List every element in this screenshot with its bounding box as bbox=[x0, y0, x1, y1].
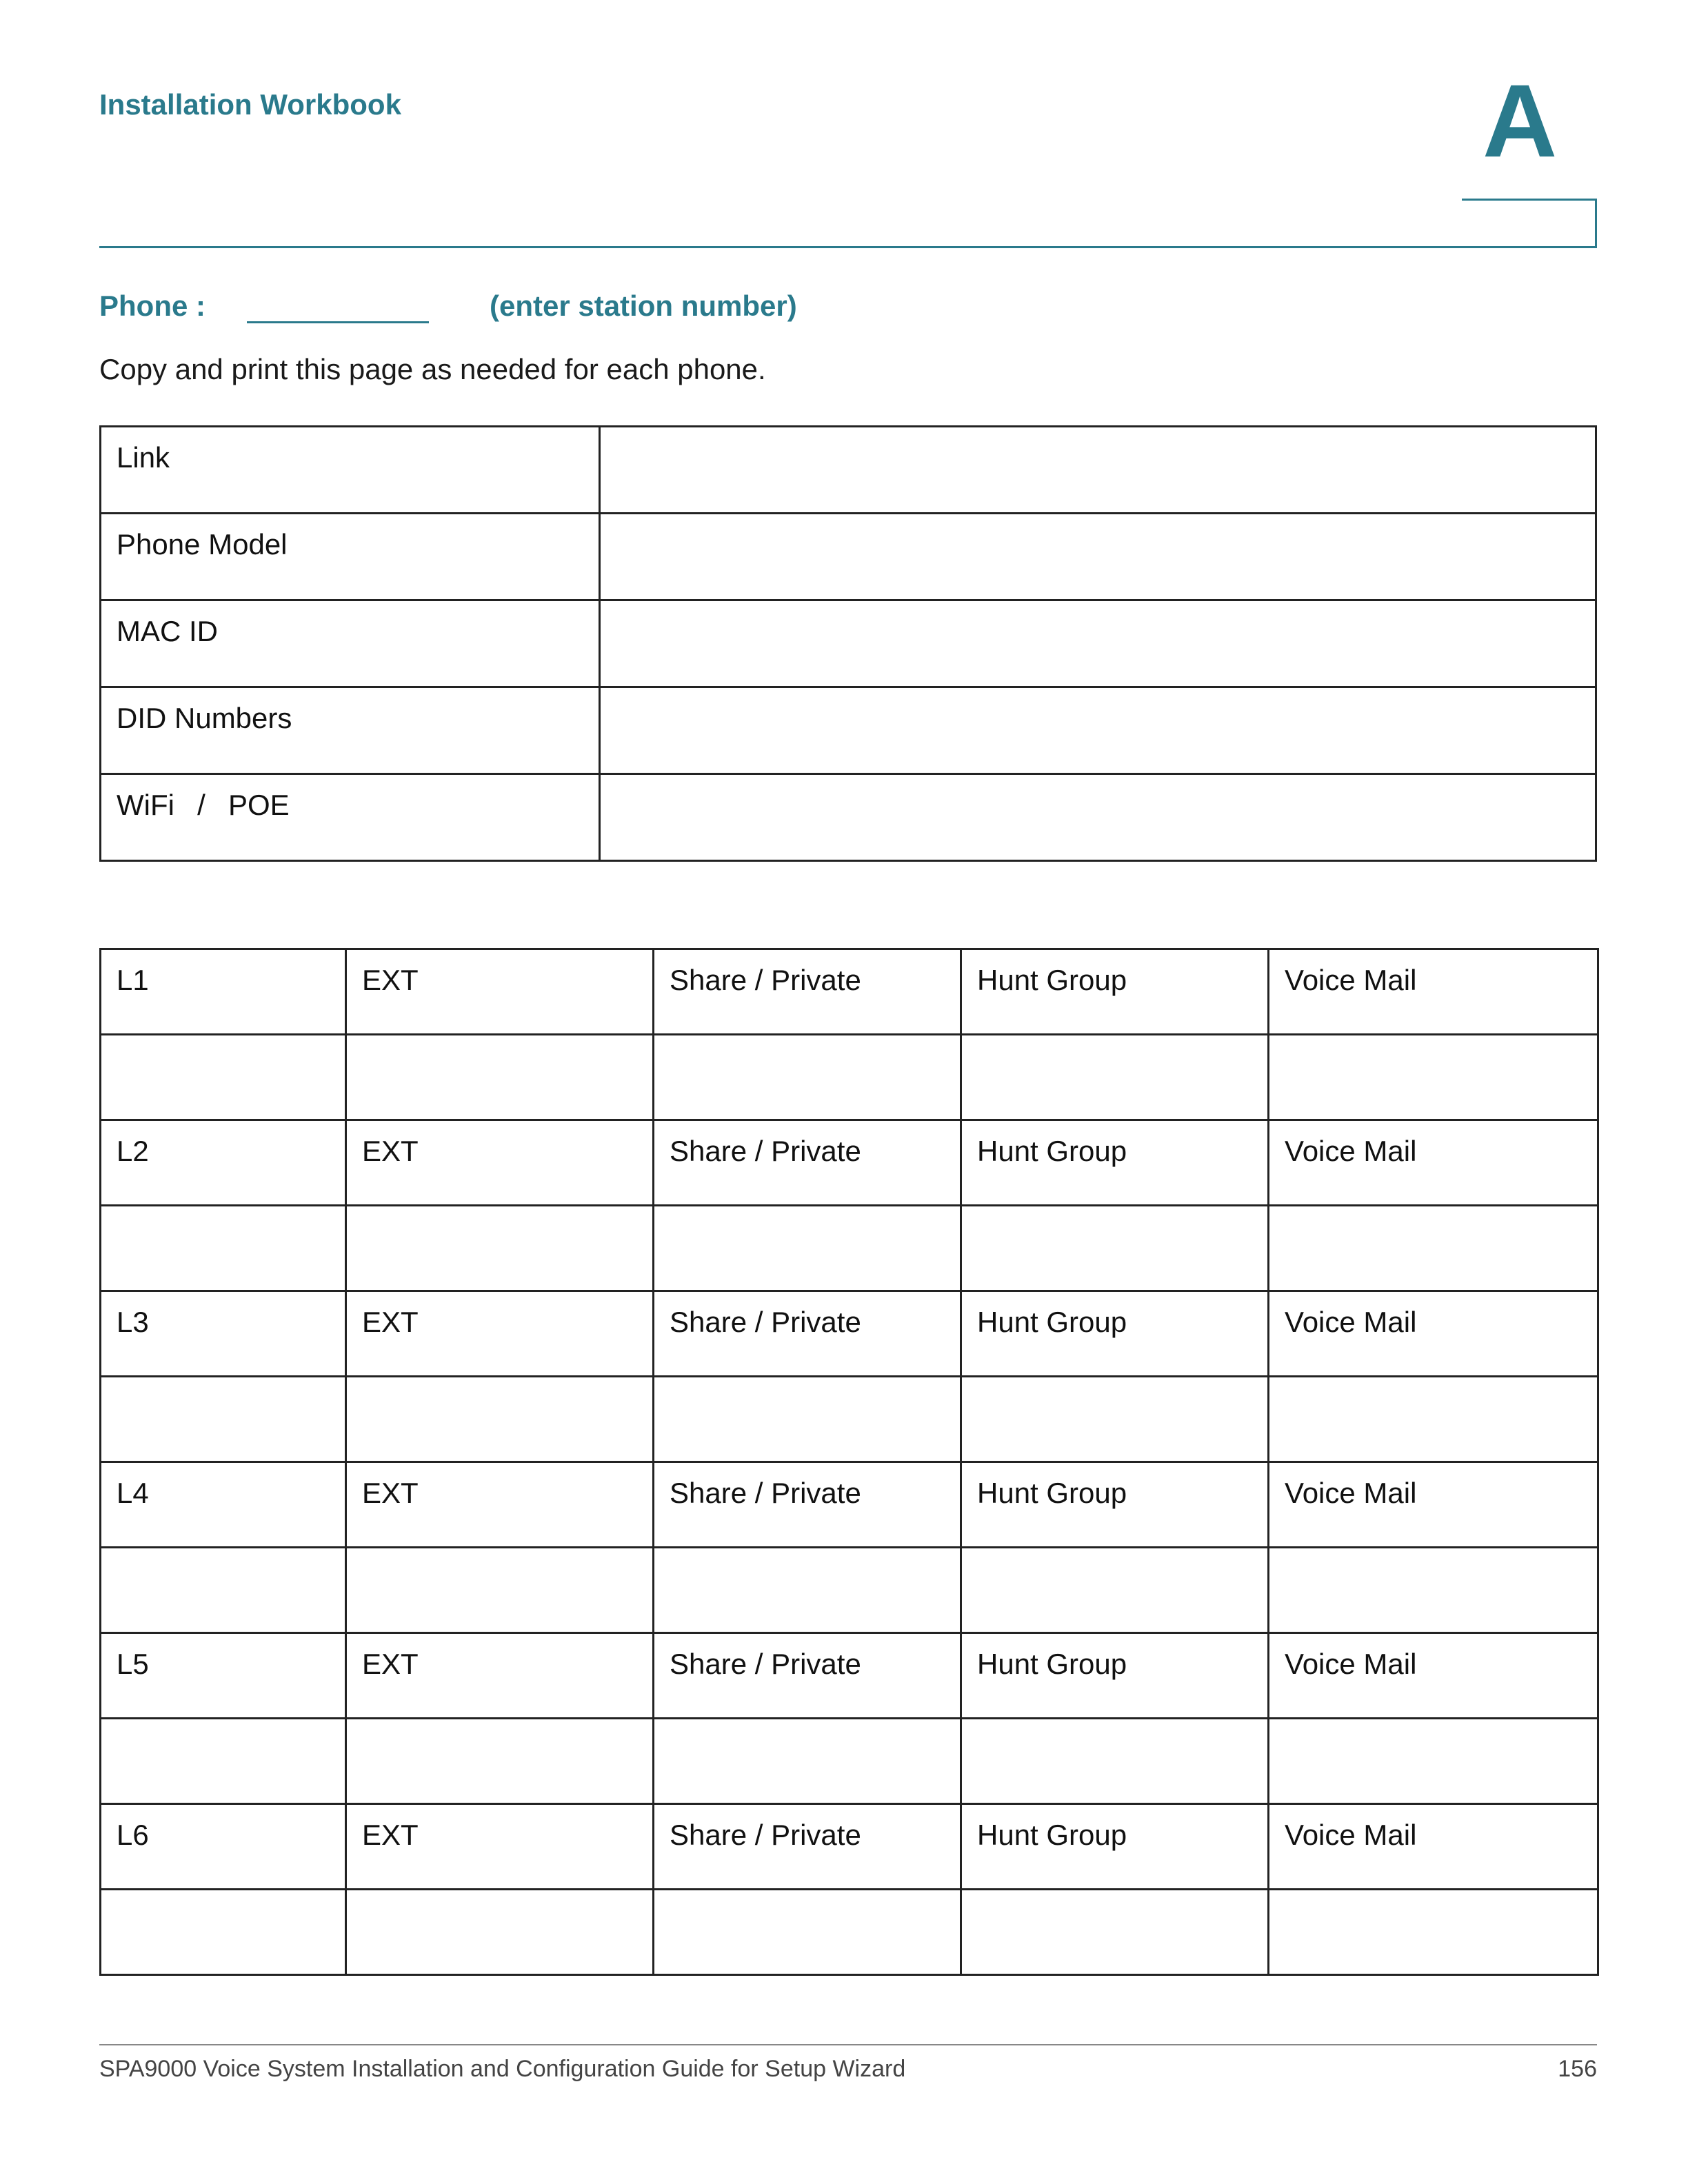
blank-cell bbox=[654, 1377, 961, 1462]
table-row bbox=[101, 1719, 1598, 1804]
info-value-wifi-poe bbox=[600, 774, 1596, 861]
blank-cell bbox=[961, 1548, 1269, 1633]
blank-cell bbox=[654, 1035, 961, 1120]
phone-info-table bbox=[99, 425, 1597, 862]
voice-mail-label: Voice Mail bbox=[1269, 1291, 1598, 1377]
share-private-label: Share / Private bbox=[654, 949, 961, 1035]
poe-label: POE bbox=[228, 789, 290, 821]
share-private-label: Share / Private bbox=[654, 1633, 961, 1719]
hunt-group-label: Hunt Group bbox=[961, 1633, 1269, 1719]
blank-cell bbox=[101, 1377, 346, 1462]
wifi-poe-separator: / bbox=[197, 789, 205, 821]
share-private-label: Share / Private bbox=[654, 1462, 961, 1548]
blank-cell bbox=[346, 1377, 654, 1462]
page-number: 156 bbox=[1558, 2056, 1597, 2082]
info-label-mac-id: MAC ID bbox=[101, 600, 600, 687]
ext-label: EXT bbox=[346, 1462, 654, 1548]
info-label-link: Link bbox=[101, 427, 600, 514]
blank-cell bbox=[961, 1035, 1269, 1120]
table-row bbox=[101, 1035, 1598, 1120]
line-label: L1 bbox=[101, 949, 346, 1035]
section-title: Installation Workbook bbox=[99, 88, 401, 121]
blank-cell bbox=[654, 1206, 961, 1291]
ext-label: EXT bbox=[346, 1633, 654, 1719]
table-row bbox=[101, 600, 1596, 687]
hunt-group-label: Hunt Group bbox=[961, 1120, 1269, 1206]
blank-cell bbox=[101, 1035, 346, 1120]
header-divider bbox=[99, 246, 1597, 248]
blank-cell bbox=[961, 1719, 1269, 1804]
blank-cell bbox=[654, 1890, 961, 1975]
wifi-label: WiFi bbox=[117, 789, 174, 821]
voice-mail-label: Voice Mail bbox=[1269, 949, 1598, 1035]
phone-hint: (enter station number) bbox=[490, 290, 797, 322]
blank-cell bbox=[1269, 1035, 1598, 1120]
blank-cell bbox=[101, 1548, 346, 1633]
blank-cell bbox=[1269, 1890, 1598, 1975]
table-row bbox=[101, 1206, 1598, 1291]
info-value-link bbox=[600, 427, 1596, 514]
blank-cell bbox=[1269, 1719, 1598, 1804]
voice-mail-label: Voice Mail bbox=[1269, 1804, 1598, 1890]
chapter-tab-frame bbox=[1462, 199, 1597, 247]
line-label: L5 bbox=[101, 1633, 346, 1719]
blank-cell bbox=[1269, 1206, 1598, 1291]
table-row bbox=[101, 1548, 1598, 1633]
line-label: L4 bbox=[101, 1462, 346, 1548]
line-label: L6 bbox=[101, 1804, 346, 1890]
table-row bbox=[101, 1804, 1598, 1890]
footer-divider bbox=[99, 2044, 1597, 2045]
voice-mail-label: Voice Mail bbox=[1269, 1120, 1598, 1206]
share-private-label: Share / Private bbox=[654, 1804, 961, 1890]
hunt-group-label: Hunt Group bbox=[961, 1291, 1269, 1377]
info-value-did-numbers bbox=[600, 687, 1596, 774]
info-label-wifi-poe bbox=[101, 774, 600, 861]
blank-cell bbox=[654, 1548, 961, 1633]
chapter-letter: A bbox=[1483, 63, 1558, 179]
table-row bbox=[101, 1633, 1598, 1719]
blank-cell bbox=[1269, 1548, 1598, 1633]
lines-table bbox=[99, 948, 1599, 1976]
table-row bbox=[101, 687, 1596, 774]
table-row bbox=[101, 1377, 1598, 1462]
ext-label: EXT bbox=[346, 1291, 654, 1377]
table-row bbox=[101, 1291, 1598, 1377]
share-private-label: Share / Private bbox=[654, 1291, 961, 1377]
ext-label: EXT bbox=[346, 1120, 654, 1206]
info-label-phone-model: Phone Model bbox=[101, 514, 600, 600]
info-value-mac-id bbox=[600, 600, 1596, 687]
blank-cell bbox=[654, 1719, 961, 1804]
share-private-label: Share / Private bbox=[654, 1120, 961, 1206]
phone-label: Phone : bbox=[99, 290, 205, 322]
line-label: L3 bbox=[101, 1291, 346, 1377]
blank-cell bbox=[1269, 1377, 1598, 1462]
info-label-did-numbers: DID Numbers bbox=[101, 687, 600, 774]
hunt-group-label: Hunt Group bbox=[961, 1804, 1269, 1890]
blank-cell bbox=[346, 1890, 654, 1975]
blank-cell bbox=[346, 1719, 654, 1804]
blank-cell bbox=[961, 1890, 1269, 1975]
blank-cell bbox=[101, 1719, 346, 1804]
station-number-blank bbox=[247, 321, 429, 323]
table-row bbox=[101, 949, 1598, 1035]
table-row bbox=[101, 774, 1596, 861]
blank-cell bbox=[101, 1890, 346, 1975]
blank-cell bbox=[346, 1035, 654, 1120]
instructions-text: Copy and print this page as needed for each phone. bbox=[99, 353, 766, 385]
blank-cell bbox=[346, 1548, 654, 1633]
info-value-phone-model bbox=[600, 514, 1596, 600]
footer-doc-title: SPA9000 Voice System Installation and Configuration Guide for Setup Wizard bbox=[99, 2056, 906, 2082]
ext-label: EXT bbox=[346, 1804, 654, 1890]
table-row bbox=[101, 1890, 1598, 1975]
table-row bbox=[101, 1120, 1598, 1206]
blank-cell bbox=[961, 1206, 1269, 1291]
voice-mail-label: Voice Mail bbox=[1269, 1462, 1598, 1548]
voice-mail-label: Voice Mail bbox=[1269, 1633, 1598, 1719]
table-row bbox=[101, 427, 1596, 514]
hunt-group-label: Hunt Group bbox=[961, 1462, 1269, 1548]
hunt-group-label: Hunt Group bbox=[961, 949, 1269, 1035]
table-row bbox=[101, 514, 1596, 600]
ext-label: EXT bbox=[346, 949, 654, 1035]
blank-cell bbox=[101, 1206, 346, 1291]
blank-cell bbox=[961, 1377, 1269, 1462]
blank-cell bbox=[346, 1206, 654, 1291]
table-row bbox=[101, 1462, 1598, 1548]
line-label: L2 bbox=[101, 1120, 346, 1206]
